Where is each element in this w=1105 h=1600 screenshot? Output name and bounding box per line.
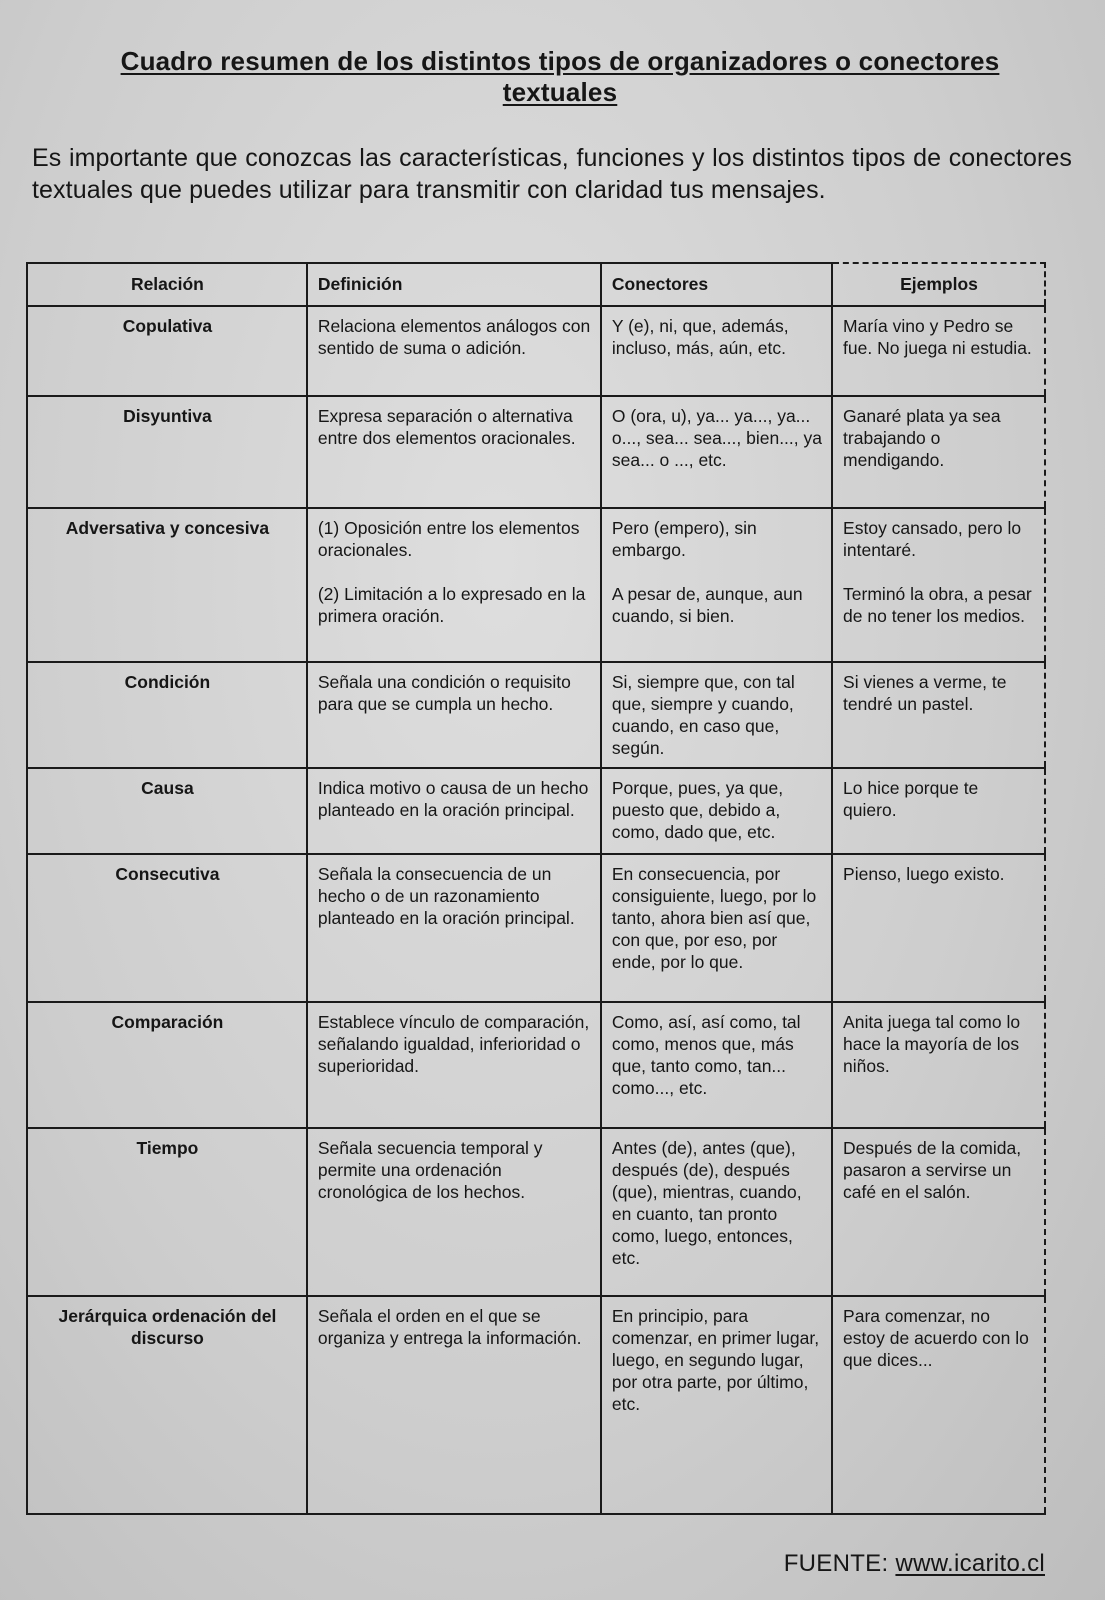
- cell-definicion: Expresa separación o alternativa entre dos elementos oracionales.: [307, 396, 601, 508]
- header-relacion: Relación: [27, 263, 307, 306]
- cell-conectores: Si, siempre que, con tal que, siempre y cuando, cuando, en caso que, según.: [601, 662, 832, 768]
- page-title: Cuadro resumen de los distintos tipos de organizadores o conectores textuales: [120, 46, 1000, 107]
- cell-ejemplos: Si vienes a verme, te tendré un pastel.: [832, 662, 1045, 768]
- intro-paragraph: Es importante que conozcas las características, funciones y los distintos tipos de conectores textuales que puedes utilizar para transmitir con claridad tus mensajes.: [32, 144, 1072, 204]
- connectors-table: [26, 262, 1046, 1515]
- definicion-part-1: (1) Oposición entre los elementos oracionales.: [317, 518, 580, 560]
- table-row: [27, 1296, 1045, 1514]
- cell-relacion: Comparación: [27, 1002, 307, 1128]
- cell-relacion: Condición: [27, 662, 307, 768]
- table-row: [27, 306, 1045, 396]
- source-label: FUENTE:: [783, 1550, 889, 1577]
- table-row: [27, 662, 1045, 768]
- cell-conectores: En consecuencia, por consiguiente, luego, por lo tanto, ahora bien así que, con que, por eso, por ende, por lo que.: [601, 854, 832, 1002]
- conectores-part-1: Pero (empero), sin embargo.: [611, 518, 757, 560]
- table-row: [27, 768, 1045, 854]
- cell-relacion: Consecutiva: [27, 854, 307, 1002]
- header-conectores: Conectores: [601, 263, 832, 306]
- cell-conectores: Antes (de), antes (que), después (de), después (que), mientras, cuando, en cuanto, tan pronto como, luego, entonces, etc.: [601, 1128, 832, 1296]
- table-row: [27, 1128, 1045, 1296]
- cell-relacion: Disyuntiva: [27, 396, 307, 508]
- cell-ejemplos: Después de la comida, pasaron a servirse un café en el salón.: [832, 1128, 1045, 1296]
- cell-conectores: En principio, para comenzar, en primer lugar, luego, en segundo lugar, por otra parte, por último, etc.: [601, 1296, 832, 1514]
- cell-definicion: Señala el orden en el que se organiza y entrega la información.: [307, 1296, 601, 1514]
- header-ejemplos: Ejemplos: [832, 263, 1045, 306]
- cell-relacion: Tiempo: [27, 1128, 307, 1296]
- cell-ejemplos: Ganaré plata ya sea trabajando o mendigando.: [832, 396, 1045, 508]
- cell-ejemplos: Anita juega tal como lo hace la mayoría de los niños.: [832, 1002, 1045, 1128]
- definicion-part-2: (2) Limitación a lo expresado en la primera oración.: [317, 584, 586, 626]
- ejemplos-part-1: Estoy cansado, pero lo intentaré.: [843, 518, 1022, 560]
- ejemplos-part-2: Terminó la obra, a pesar de no tener los medios.: [843, 584, 1032, 626]
- table-row: [27, 854, 1045, 1002]
- cell-definicion: Señala una condición o requisito para que se cumpla un hecho.: [307, 662, 601, 768]
- cell-definicion: Señala la consecuencia de un hecho o de un razonamiento planteado en la oración principal.: [307, 854, 601, 1002]
- cell-definicion: Señala secuencia temporal y permite una ordenación cronológica de los hechos.: [307, 1128, 601, 1296]
- table-row: [27, 396, 1045, 508]
- table-row: [27, 1002, 1045, 1128]
- cell-conectores: [601, 508, 832, 662]
- cell-definicion: Relaciona elementos análogos con sentido de suma o adición.: [307, 306, 601, 396]
- cell-conectores: O (ora, u), ya... ya..., ya... o..., sea... sea..., bien..., ya sea... o ..., etc.: [601, 396, 832, 508]
- header-definicion: Definición: [307, 263, 601, 306]
- cell-conectores: Y (e), ni, que, además, incluso, más, aún, etc.: [601, 306, 832, 396]
- cell-relacion: Jerárquica ordenación del discurso: [27, 1296, 307, 1514]
- cell-definicion: Establece vínculo de comparación, señalando igualdad, inferioridad o superioridad.: [307, 1002, 601, 1128]
- cell-conectores: Como, así, así como, tal como, menos que, más que, tanto como, tan... como..., etc.: [601, 1002, 832, 1128]
- cell-conectores: Porque, pues, ya que, puesto que, debido a, como, dado que, etc.: [601, 768, 832, 854]
- cell-ejemplos: Lo hice porque te quiero.: [832, 768, 1045, 854]
- source-link[interactable]: www.icarito.cl: [895, 1550, 1045, 1577]
- cell-definicion: Indica motivo o causa de un hecho planteado en la oración principal.: [307, 768, 601, 854]
- source-credit: [784, 1550, 1045, 1578]
- cell-ejemplos: Pienso, luego existo.: [832, 854, 1045, 1002]
- cell-definicion: [307, 508, 601, 662]
- cell-relacion: Copulativa: [27, 306, 307, 396]
- cell-ejemplos: [832, 508, 1045, 662]
- cell-relacion: Adversativa y concesiva: [27, 508, 307, 662]
- table-row: [27, 508, 1045, 662]
- conectores-part-2: A pesar de, aunque, aun cuando, si bien.: [611, 584, 803, 626]
- table-header-row: [27, 263, 1045, 306]
- cell-relacion: Causa: [27, 768, 307, 854]
- cell-ejemplos: Para comenzar, no estoy de acuerdo con lo que dices...: [832, 1296, 1045, 1514]
- cell-ejemplos: María vino y Pedro se fue. No juega ni estudia.: [832, 306, 1045, 396]
